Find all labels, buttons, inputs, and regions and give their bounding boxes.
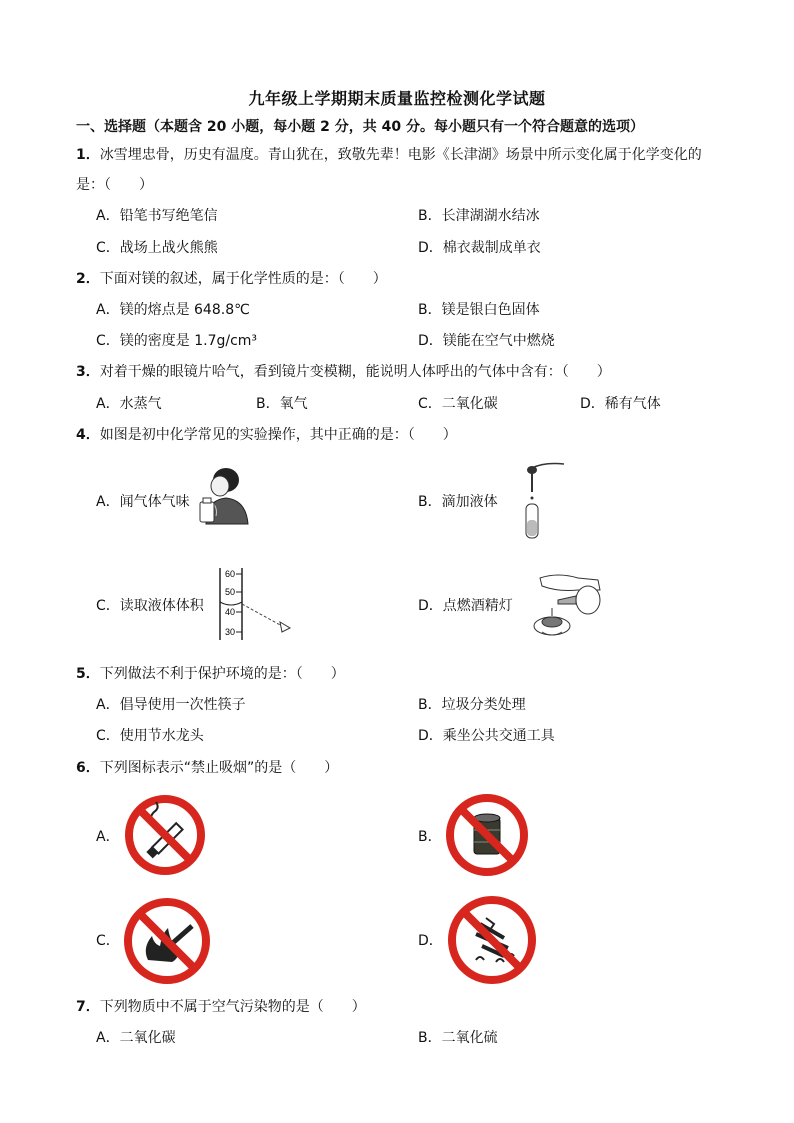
question-number: 3． xyxy=(76,364,100,380)
question-number: 4． xyxy=(76,427,100,443)
question-text: 下列做法不利于保护环境的是：（ ） xyxy=(99,666,345,682)
no-open-flame-sign-icon xyxy=(122,896,212,986)
option-a: A．倡导使用一次性筷子 xyxy=(96,697,246,713)
question-4-stem xyxy=(76,425,457,445)
cylinder-tick: 40 xyxy=(225,607,236,617)
option-c: C．镁的密度是 1.7g/cm³ xyxy=(96,333,258,349)
no-smoking-sign-icon xyxy=(124,794,206,876)
option-c: C．二氧化碳 xyxy=(418,396,498,412)
option-a: A．水蒸气 xyxy=(96,396,162,412)
question-number: 2． xyxy=(76,271,100,287)
no-barrel-sign-icon xyxy=(444,792,530,878)
option-b: B．二氧化硫 xyxy=(418,1030,498,1046)
option-b: B．滴加液体 xyxy=(418,494,498,510)
option-c: C．读取液体体积 xyxy=(96,598,204,614)
question-text: 冰雪埋忠骨，历史有温度。青山犹在，致敬先辈！电影《长津湖》场景中所示变化属于化学变化的 xyxy=(99,147,702,163)
question-5-stem xyxy=(76,664,345,684)
question-text: 如图是初中化学常见的实验操作，其中正确的是：（ ） xyxy=(99,427,457,443)
question-number: 5． xyxy=(76,666,100,682)
option-b: B．垃圾分类处理 xyxy=(418,697,526,713)
option-a: A．二氧化碳 xyxy=(96,1030,176,1046)
option-d: D．点燃酒精灯 xyxy=(418,598,513,614)
option-a: A．闻气体气味 xyxy=(96,494,190,510)
option-c: C．战场上战火熊熊 xyxy=(96,240,218,256)
option-a: A．铅笔书写绝笔信 xyxy=(96,208,218,224)
no-fireworks-sign-icon xyxy=(446,894,538,986)
question-text: 对着干燥的眼镜片哈气，看到镜片变模糊，能说明人体呼出的气体中含有：（ ） xyxy=(99,364,611,380)
question-number: 1． xyxy=(76,147,100,163)
page-title: 九年级上学期期末质量监控检测化学试题 xyxy=(248,89,546,108)
reading-volume-illustration xyxy=(210,566,296,642)
option-d: D．乘坐公共交通工具 xyxy=(418,728,555,744)
question-2-stem xyxy=(76,269,387,289)
question-1-stem-cont: 是：（ ） xyxy=(76,177,153,193)
section-heading: 一、选择题（本题含 20 小题，每小题 2 分，共 40 分。每小题只有一个符合题意的选项） xyxy=(76,119,644,135)
option-b: B．镁是银白色固体 xyxy=(418,302,540,318)
lighting-lamp-illustration xyxy=(528,570,608,640)
cylinder-tick: 50 xyxy=(225,587,236,597)
question-6-stem xyxy=(76,758,338,778)
option-b: B．氧气 xyxy=(256,396,308,412)
option-d: D．棉衣裁制成单衣 xyxy=(418,240,541,256)
option-c: C． xyxy=(96,933,120,949)
cylinder-tick: 30 xyxy=(225,627,236,637)
question-7-stem xyxy=(76,997,366,1017)
question-number: 7． xyxy=(76,999,100,1015)
question-text: 下列图标表示“禁止吸烟”的是（ ） xyxy=(99,760,339,776)
question-number: 6． xyxy=(76,760,100,776)
question-1-stem xyxy=(76,145,702,165)
option-b: B．长津湖湖水结冰 xyxy=(418,208,540,224)
dropping-liquid-illustration xyxy=(518,458,570,540)
option-a: A． xyxy=(96,829,120,845)
question-3-stem xyxy=(76,362,611,382)
option-d: D．镁能在空气中燃烧 xyxy=(418,333,555,349)
cylinder-tick: 60 xyxy=(225,569,236,579)
option-d: D．稀有气体 xyxy=(580,396,661,412)
question-text: 下面对镁的叙述，属于化学性质的是：（ ） xyxy=(99,271,387,287)
question-text: 下列物质中不属于空气污染物的是（ ） xyxy=(99,999,366,1015)
option-d: D． xyxy=(418,933,443,949)
smelling-gas-illustration xyxy=(196,462,252,526)
option-b: B． xyxy=(418,829,442,845)
option-a: A．镁的熔点是 648.8℃ xyxy=(96,302,250,318)
option-c: C．使用节水龙头 xyxy=(96,728,204,744)
